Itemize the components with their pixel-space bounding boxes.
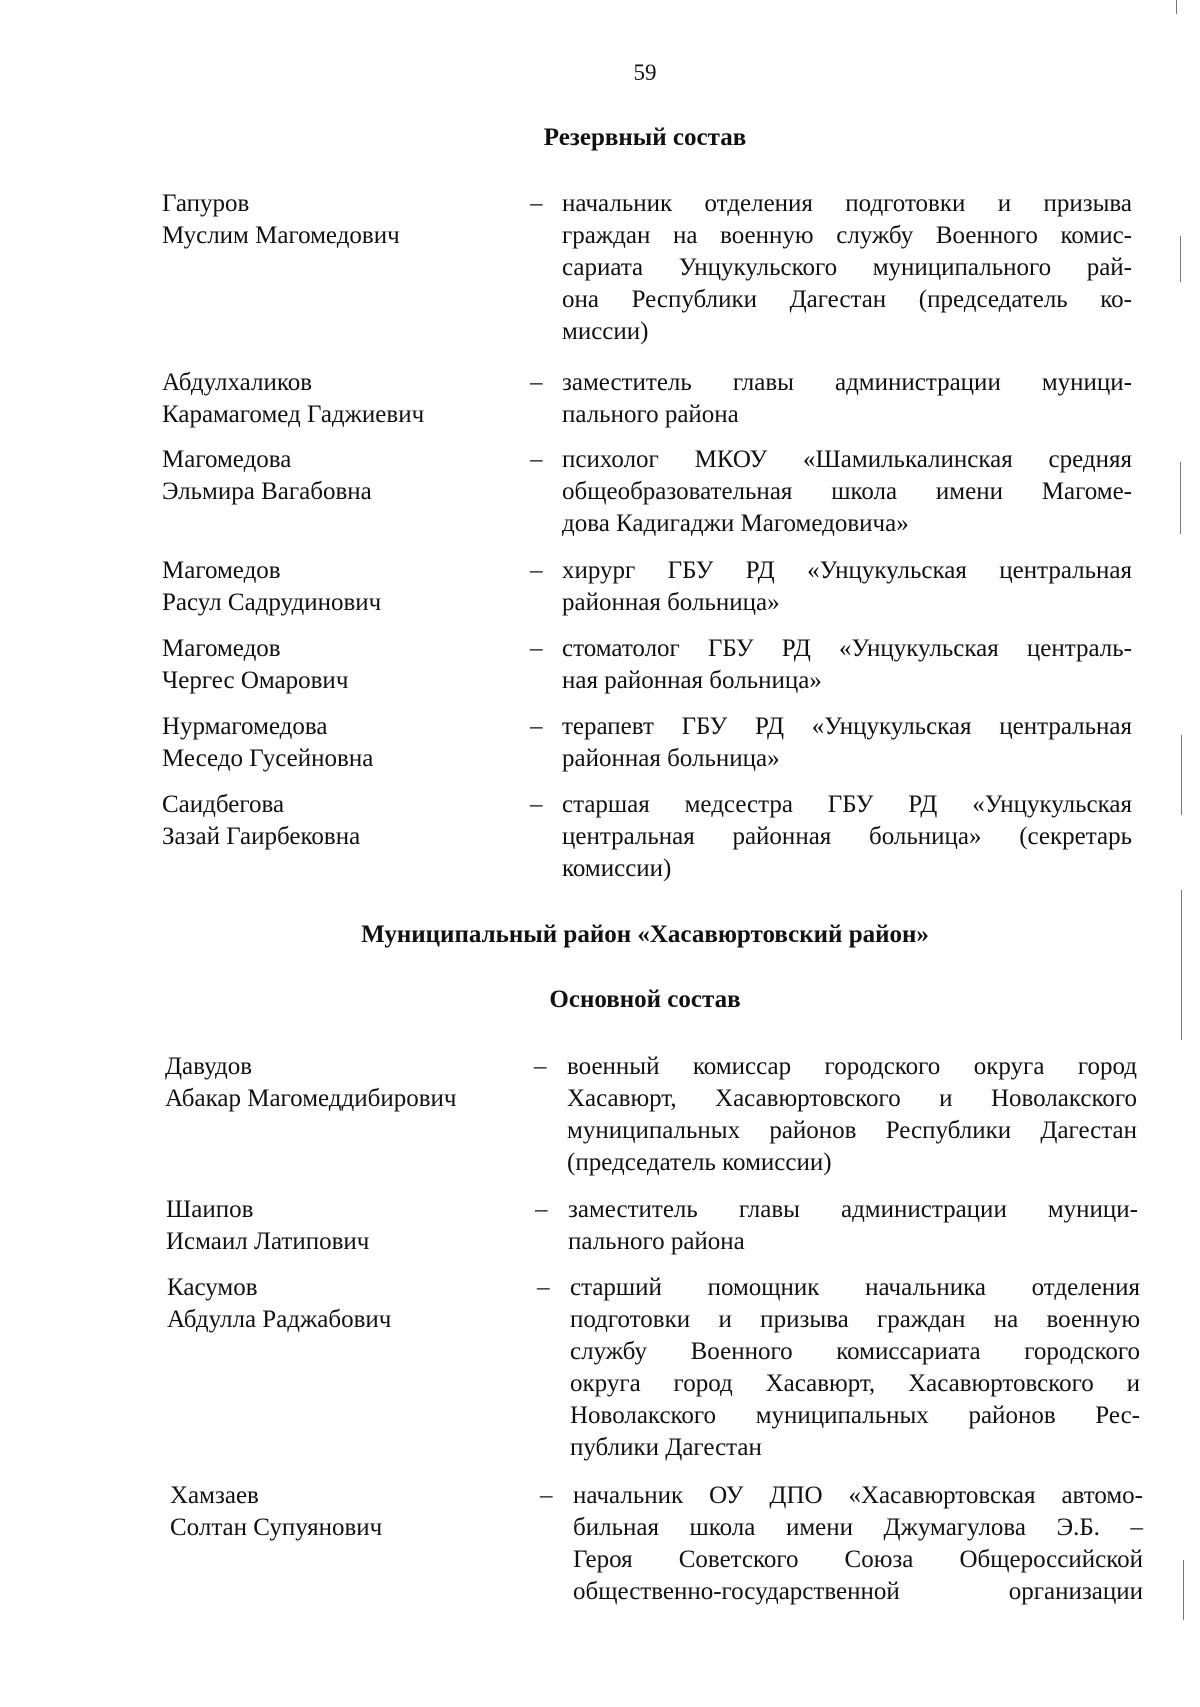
scan-mark (1180, 462, 1181, 534)
dash: – (534, 1053, 547, 1080)
member-description: стоматолог ГБУ РД «Унцукульская централь- ная районная больница» (562, 635, 1132, 694)
member-description: заместитель главы администрации муници- пального района (568, 1196, 1138, 1255)
dash: – (530, 557, 543, 584)
member-description: старший помощник начальника отделения подготовки и призыва граждан на военную службу Военного комиссариата городского округа город Хасавюрт, Хасавюртовского и Новолакского муниципальных районов Рес- публики Дагестан (570, 1274, 1140, 1461)
dash: – (530, 369, 543, 396)
member-description: военный комиссар городского округа город Хасавюрт, Хасавюртовского и Новолакского муниципальных районов Республики Дагестан (председатель комиссии) (567, 1053, 1137, 1176)
scan-mark (1181, 735, 1182, 815)
section-title-main: Основной состав (549, 986, 741, 1013)
member-name: Магомедов Чергес Омарович (162, 635, 349, 694)
section-title-district: Муниципальный район «Хасавюртовский район» (361, 921, 929, 948)
member-name: Абдулхаликов Карамагомед Гаджиевич (162, 369, 425, 428)
member-description: начальник отделения подготовки и призыва граждан на военную службу Военного комис- сариата Унцукульского муниципального рай- она Республики Дагестан (председатель ко- миссии) (562, 190, 1132, 345)
dash: – (530, 713, 543, 740)
member-description: старшая медсестра ГБУ РД «Унцукульская центральная районная больница» (секретарь комиссии) (562, 791, 1132, 882)
member-description: начальник ОУ ДПО «Хасавюртовская автомо- бильная школа имени Джумагулова Э.Б. – Героя Советского Союза Общероссийской общественно-государственной организации (573, 1482, 1143, 1605)
dash: – (530, 446, 543, 473)
scan-mark (1176, 0, 1177, 14)
dash: – (535, 1196, 548, 1223)
member-description: психолог МКОУ «Шамилькалинская средняя общеобразовательная школа имени Магоме- дова Кадигаджи Магомедовича» (562, 446, 1132, 537)
dash: – (530, 190, 543, 217)
member-name: Магомедов Расул Садрудинович (162, 557, 382, 616)
scan-mark (1180, 236, 1181, 282)
section-title-reserve: Резервный состав (543, 124, 747, 151)
dash: – (537, 1274, 550, 1301)
dash: – (530, 635, 543, 662)
member-name: Давудов Абакар Магомеддибирович (165, 1053, 457, 1112)
member-name: Саидбегова Зазай Гаирбековна (162, 791, 361, 850)
member-name: Магомедова Эльмира Вагабовна (162, 446, 372, 505)
scan-mark (1181, 890, 1182, 1040)
member-name: Касумов Абдулла Раджабович (167, 1274, 392, 1333)
scan-mark (1183, 1560, 1184, 1620)
member-description: терапевт ГБУ РД «Унцукульская центральная районная больница» (562, 713, 1132, 772)
member-description: заместитель главы администрации муници- пального района (562, 369, 1132, 428)
member-name: Шаипов Исмаил Латипович (166, 1196, 370, 1255)
dash: – (530, 791, 543, 818)
member-description: хирург ГБУ РД «Унцукульская центральная районная больница» (562, 557, 1132, 616)
member-name: Гапуров Муслим Магомедович (162, 190, 400, 249)
page-number: 59 (633, 60, 657, 85)
member-name: Хамзаев Солтан Супуянович (170, 1482, 383, 1541)
dash: – (540, 1482, 553, 1509)
member-name: Нурмагомедова Меседо Гусейновна (162, 713, 374, 772)
